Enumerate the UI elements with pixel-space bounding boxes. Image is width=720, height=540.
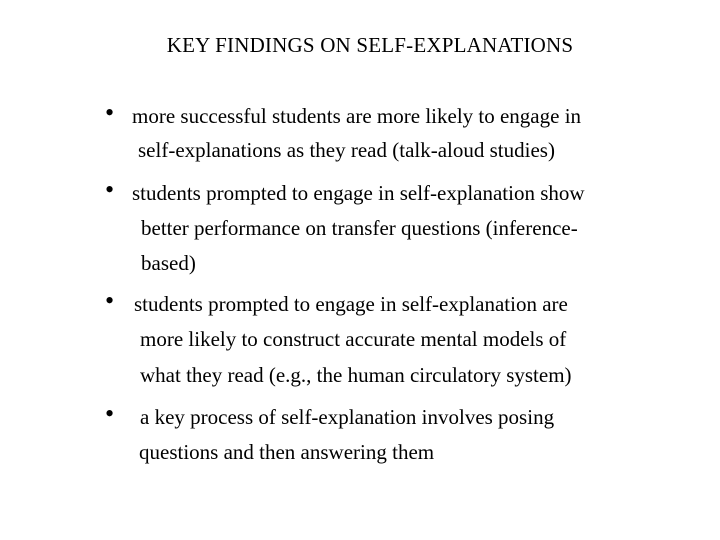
bullet-dot-icon: • <box>105 175 115 204</box>
bullet-line: students prompted to engage in self-explanation are <box>134 292 568 316</box>
bullet-line: more successful students are more likely to engage in <box>132 104 582 128</box>
bullet-line: based) <box>141 251 196 275</box>
bullet-line: self-explanations as they read (talk-aloud studies) <box>138 138 555 162</box>
bullet-line: better performance on transfer questions (inference- <box>141 216 578 240</box>
bullet-line: what they read (e.g., the human circulatory system) <box>140 363 572 387</box>
slide-title: KEY FINDINGS ON SELF-EXPLANATIONS <box>166 33 574 57</box>
bullet-dot-icon: • <box>105 98 115 127</box>
bullet-line: questions and then answering them <box>139 440 435 464</box>
bullet-dot-icon: • <box>105 399 115 428</box>
bullet-line: more likely to construct accurate mental models of <box>140 327 567 351</box>
bullet-dot-icon: • <box>105 286 115 315</box>
bullet-line: students prompted to engage in self-explanation show <box>132 181 585 205</box>
bullet-line: a key process of self-explanation involves posing <box>140 405 555 429</box>
